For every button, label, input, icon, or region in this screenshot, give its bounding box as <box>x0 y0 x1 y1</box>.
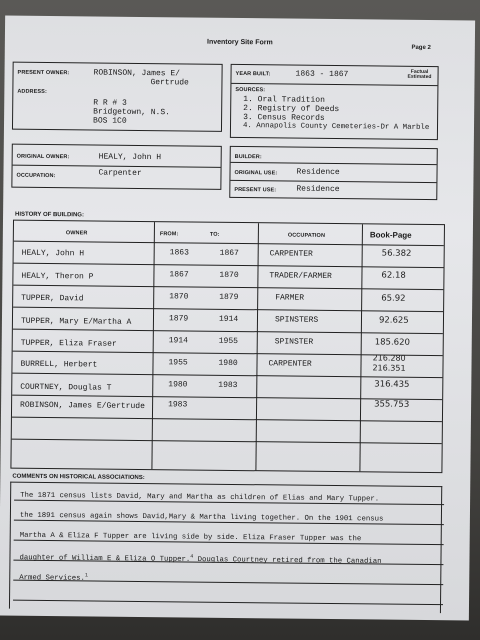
source-4: 4. Annapolis County Cemeteries-Dr A Marble <box>242 122 430 133</box>
header-book-page: Book-Page <box>369 230 412 240</box>
row-6-book-page: 216.280 <box>372 353 406 363</box>
row-divider <box>12 417 442 423</box>
header-occupation: OCCUPATION <box>287 232 326 239</box>
row-7-to: 1983 <box>218 380 238 391</box>
row-7-book-page: 316.435 <box>374 379 410 390</box>
comment-line-1: The 1871 census lists David, Mary and Martha as children of Elias and Mary Tupper. <box>20 491 380 504</box>
row-7-from: 1980 <box>168 380 188 390</box>
use-divider <box>230 180 436 183</box>
footnote-1: 1 <box>84 572 89 579</box>
page-number: Page 2 <box>411 44 431 52</box>
year-built-box <box>230 64 439 140</box>
factual-label: Factual <box>410 68 429 75</box>
source-1: 1. Oral Tradition <box>243 95 325 105</box>
year-built-label: YEAR BUILT: <box>235 70 271 78</box>
comments-section-label: COMMENTS ON HISTORICAL ASSOCIATIONS: <box>12 473 145 482</box>
footnote-4: 4 <box>190 553 194 560</box>
original-owner-divider <box>13 165 221 168</box>
sources-label: SOURCES: <box>235 86 266 94</box>
builder-use-box <box>229 146 438 200</box>
row-2-occupation: TRADER/FARMER <box>269 271 332 281</box>
row-divider <box>13 285 443 291</box>
present-use-value: Residence <box>296 184 340 195</box>
factual-estimated-label <box>408 70 432 80</box>
year-divider <box>231 83 437 86</box>
present-owner-label: PRESENT OWNER: <box>17 69 70 77</box>
history-table <box>10 220 445 474</box>
row-4-occupation: SPINSTERS <box>274 315 319 325</box>
header-divider <box>14 241 444 247</box>
row-divider <box>14 263 444 269</box>
row-1-to: 1867 <box>219 248 239 259</box>
row-4-owner: TUPPER, Mary E/Martha A <box>20 316 132 327</box>
row-5-to: 1955 <box>218 336 239 347</box>
row-3-to: 1879 <box>219 292 239 303</box>
row-4-book-page: 92.625 <box>378 315 409 326</box>
row-7-owner: COURTNEY, Douglas T <box>20 382 112 393</box>
original-use-value: Residence <box>296 167 340 178</box>
present-owner-value-cont: Gertrude <box>150 78 189 88</box>
row-2-owner: HEALY, Theron P <box>21 271 94 282</box>
col-divider-owner <box>151 222 155 469</box>
address-line-1: R R # 3 <box>93 98 127 108</box>
comment-line-2: the 1891 census again shows David,Mary & Martha living together. On the 1901 census <box>19 511 384 524</box>
address-line-3: BOS 1C0 <box>93 116 127 126</box>
row-5-from: 1914 <box>168 336 189 346</box>
present-owner-box <box>12 62 223 132</box>
row-6-book-page-2: 216.351 <box>372 363 406 373</box>
row-6-to: 1980 <box>218 358 238 369</box>
comment-line-5 <box>19 572 88 583</box>
source-2: 2. Registry of Deeds <box>243 104 340 115</box>
row-4-to: 1914 <box>218 314 239 325</box>
comment-line-4-tail: Douglas Courtney retired from the Canadian <box>193 555 382 566</box>
row-3-book-page: 65.92 <box>381 293 406 304</box>
occupation-label: OCCUPATION: <box>16 172 56 180</box>
row-divider <box>13 307 443 313</box>
comment-line-3: Martha A & Eliza F Tupper are living side by side. Eliza Fraser Tupper was the <box>19 531 362 544</box>
row-6-occupation: CARPENTER <box>268 359 312 369</box>
row-8-book-page: 355.753 <box>374 399 410 410</box>
row-2-book-page: 62.18 <box>381 270 406 281</box>
comment-line-4-text: daughter of William E & Eliza O Tupper. <box>19 554 191 564</box>
source-3: 3. Census Records <box>243 113 325 123</box>
row-8-from: 1983 <box>168 400 188 410</box>
inventory-form-sheet <box>0 16 475 621</box>
header-from: FROM: <box>159 231 179 238</box>
original-owner-value: HEALY, John H <box>98 152 162 163</box>
row-divider <box>12 439 442 445</box>
col-divider-to <box>255 223 259 470</box>
col-divider-occupation <box>359 224 363 471</box>
row-6-owner: BURRELL, Herbert <box>20 359 98 370</box>
row-5-occupation: SPINSTER <box>274 337 314 347</box>
address-line-2: Bridgetown, N.S. <box>93 107 171 118</box>
row-1-occupation: CARPENTER <box>269 249 313 259</box>
row-divider <box>12 373 442 379</box>
original-owner-label: ORIGINAL OWNER: <box>16 153 70 161</box>
row-2-from: 1867 <box>169 270 189 280</box>
row-2-to: 1870 <box>219 270 239 281</box>
form-title: Inventory Site Form <box>206 38 273 47</box>
row-divider <box>13 329 443 335</box>
row-3-owner: TUPPER, David <box>21 293 84 304</box>
history-section-label: HISTORY OF BUILDING: <box>15 211 85 219</box>
original-use-label: ORIGINAL USE: <box>234 169 278 177</box>
builder-divider <box>231 162 437 165</box>
row-5-book-page: 185.620 <box>374 337 410 348</box>
header-owner: OWNER <box>65 230 88 237</box>
builder-label: BUILDER: <box>234 153 262 161</box>
row-1-book-page: 56.382 <box>381 248 412 259</box>
row-4-from: 1879 <box>168 314 189 324</box>
present-owner-value: ROBINSON, James E/ <box>93 68 181 79</box>
row-3-occupation: FARMER <box>275 293 305 303</box>
header-to: TO: <box>209 231 220 238</box>
present-use-label: PRESENT USE: <box>234 186 277 194</box>
row-1-from: 1863 <box>169 248 189 258</box>
occupation-value: Carpenter <box>98 168 142 178</box>
row-6-from: 1955 <box>168 358 188 368</box>
row-5-owner: TUPPER, Eliza Fraser <box>20 338 117 349</box>
row-8-owner: ROBINSON, James E/Gertrude <box>20 400 145 412</box>
address-label: ADDRESS: <box>17 88 47 95</box>
year-built-value: 1863 - 1867 <box>295 69 349 80</box>
original-owner-box <box>11 144 221 190</box>
comment-line-5-text: Armed Services. <box>19 574 85 583</box>
row-3-from: 1870 <box>169 292 189 302</box>
row-1-owner: HEALY, John H <box>21 248 85 259</box>
estimated-label: Estimated <box>407 73 432 81</box>
